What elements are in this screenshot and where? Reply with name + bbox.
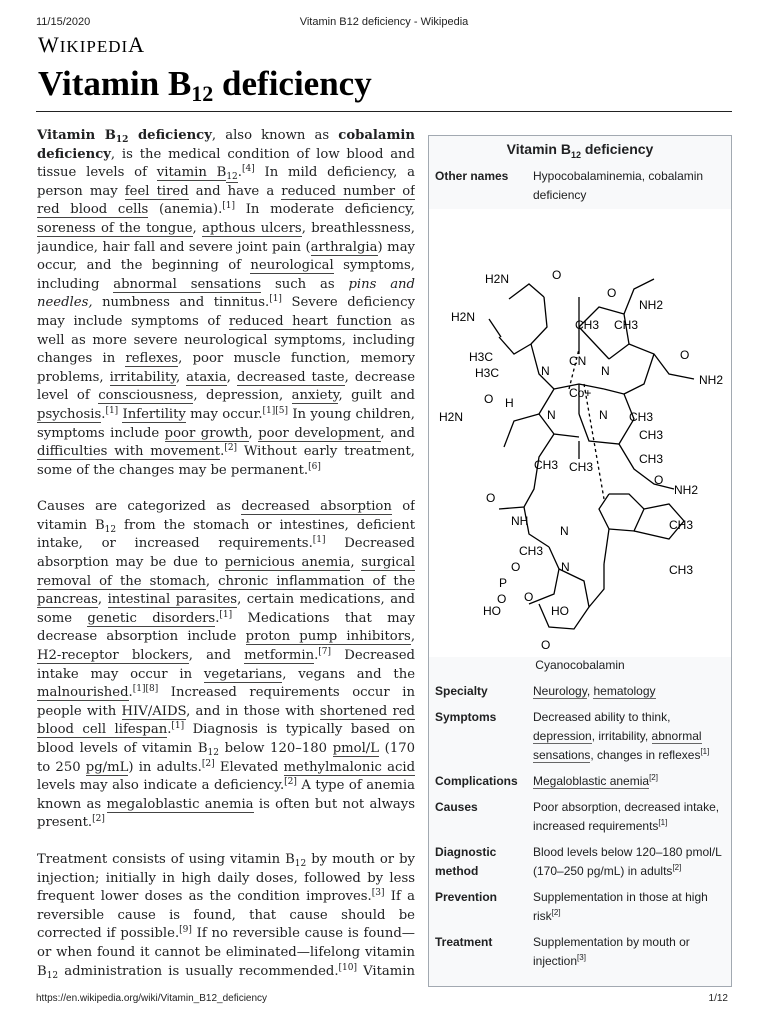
wiki-link[interactable]: Neurology	[533, 683, 587, 698]
text-run: and have a	[188, 183, 282, 199]
wiki-link[interactable]: abnormal sensations	[533, 728, 702, 762]
text-run: may occur.	[185, 406, 263, 422]
atom-label: CH3	[569, 459, 594, 474]
text-run: ,	[410, 629, 415, 645]
citation-ref[interactable]: [1]	[222, 201, 236, 212]
atom-label: O	[541, 637, 551, 652]
atom-label: N	[601, 363, 610, 378]
infobox-row-other-names	[429, 164, 731, 209]
wiki-link[interactable]: difficulties with movement	[37, 444, 221, 460]
wiki-link[interactable]: reflexes	[125, 351, 179, 367]
atom-label: P	[499, 575, 508, 590]
text-run: 12	[104, 524, 117, 535]
citation-ref[interactable]: [9]	[179, 925, 192, 936]
wiki-link[interactable]: pg/mL	[85, 759, 129, 775]
text-run: 12	[115, 135, 129, 145]
wiki-link[interactable]: reduced heart function	[228, 313, 392, 329]
atom-label: CH3	[669, 517, 694, 532]
infobox-row	[429, 885, 731, 930]
citation-ref[interactable]: [1]	[105, 405, 119, 416]
wiki-link[interactable]: hematology	[593, 683, 656, 698]
text-run: Increased requirements occur in people with	[37, 685, 415, 719]
wiki-link[interactable]: poor growth	[164, 425, 249, 441]
infobox-label: Other names	[435, 168, 509, 183]
infobox-value	[533, 682, 725, 701]
wiki-link[interactable]: poor development	[258, 425, 381, 441]
print-page-title: Vitamin B12 deficiency - Wikipedia	[299, 16, 469, 28]
text-run: , decrease level of	[37, 369, 415, 404]
atom-label: N	[599, 407, 608, 422]
citation-ref[interactable]: [2]	[672, 862, 682, 872]
text-run: , breathlessness, jaundice, hair fall and severe joint pain (	[37, 220, 415, 255]
infobox-label: Causes	[435, 799, 478, 814]
wiki-link[interactable]: intestinal parasites	[107, 592, 238, 608]
infobox-row	[429, 679, 731, 705]
text-run: ,	[248, 425, 259, 441]
citation-ref[interactable]: [2]	[649, 772, 658, 782]
text-run: Blood levels below 120–180 pmol/L (170–250 pg/mL) in adults	[533, 844, 722, 878]
text-run: Decreased intake may occur in	[37, 648, 415, 682]
infobox-value	[533, 933, 725, 971]
infobox-row	[429, 930, 731, 975]
wiki-link[interactable]: vegetarians	[203, 666, 283, 682]
citation-ref[interactable]: [1]	[700, 746, 710, 756]
wiki-link[interactable]: methylmalonic acid	[283, 759, 415, 775]
text-run: administration is usually recommended.	[58, 963, 339, 979]
citation-ref[interactable]: [2]	[224, 443, 238, 454]
atom-label: CH3	[519, 543, 544, 558]
infobox-label: Symptoms	[435, 709, 497, 724]
title-divider	[36, 111, 732, 112]
wiki-link[interactable]: psychosis	[37, 406, 102, 422]
atom-label: H2N	[451, 309, 476, 324]
citation-ref[interactable]: [2]	[92, 814, 105, 825]
text-run: Vitamin B	[37, 128, 116, 143]
atom-label: O	[607, 285, 617, 300]
text-run: Supplementation by mouth or injection	[533, 934, 690, 968]
text-run: , certain medications, and some	[37, 592, 415, 626]
text-run: , also known as	[211, 128, 339, 143]
text-run: In mild deficiency, a person may	[37, 165, 415, 199]
text-run: ,	[226, 369, 237, 385]
infobox-row	[429, 795, 731, 840]
citation-ref[interactable]: [2]	[201, 758, 215, 769]
wiki-link[interactable]: consciousness	[98, 388, 194, 404]
infobox-value	[533, 843, 725, 881]
atom-label: CH3	[639, 451, 664, 466]
atom-label: NH2	[639, 297, 664, 312]
atom-label: O	[497, 591, 507, 606]
infobox-label: Prevention	[435, 889, 498, 904]
wiki-link[interactable]: Infertility	[122, 406, 186, 422]
text-run: In young children, symptoms include	[37, 406, 415, 441]
text-run: , vegans and the	[282, 666, 415, 682]
wiki-link[interactable]: shortened red blood cell lifespan	[37, 703, 415, 738]
text-run: .	[220, 444, 225, 460]
text-run: Severe deficiency may include symptoms of	[37, 295, 415, 329]
text-run: cobalamin deficiency	[37, 128, 415, 162]
citation-ref[interactable]: [7]	[318, 647, 332, 658]
infobox-label: Specialty	[435, 683, 488, 698]
wiki-link[interactable]: feel tired	[124, 183, 189, 199]
wiki-link[interactable]: H2-receptor blockers	[37, 648, 189, 664]
infobox-row	[429, 705, 731, 769]
atom-label: O	[484, 391, 494, 406]
citation-ref[interactable]: [10]	[338, 962, 358, 973]
citation-ref[interactable]: [1][5]	[262, 405, 289, 416]
text-run: is often but not always present.	[37, 796, 415, 831]
atom-label: CH3	[669, 562, 694, 577]
causes-paragraph	[37, 498, 415, 833]
wiki-link[interactable]: irritability	[109, 369, 176, 385]
text-run: ,	[97, 592, 108, 608]
text-run: ,	[350, 555, 362, 571]
text-run: .	[128, 685, 133, 701]
text-run: .	[237, 165, 242, 181]
wiki-link[interactable]: ataxia	[186, 369, 227, 385]
atom-label: CH3	[629, 409, 654, 424]
wiki-link[interactable]: arthralgia	[310, 239, 378, 255]
atom-label: O	[680, 347, 690, 362]
wiki-link[interactable]: genetic disorders	[87, 610, 216, 626]
infobox-label: Treatment	[435, 934, 493, 949]
citation-ref[interactable]: [1]	[269, 294, 282, 305]
wiki-link[interactable]: chronic inflammation of the pancreas	[37, 573, 415, 608]
infobox-value: Hypocobalaminemia, cobalamin deficiency	[533, 168, 704, 202]
wiki-link[interactable]: neurological	[250, 258, 334, 274]
text-run: 12	[207, 748, 219, 758]
article-title-subscript: 12	[191, 81, 214, 106]
wiki-link[interactable]: soreness of the tongue	[37, 220, 193, 236]
atom-label: NH2	[699, 372, 724, 387]
print-date: 11/15/2020	[36, 16, 91, 28]
text-run: ) in adults.	[128, 759, 202, 775]
treatment-paragraph	[37, 851, 415, 982]
atom-label: NH2	[674, 482, 699, 497]
citation-ref[interactable]: [3]	[371, 888, 385, 899]
atom-label: N	[561, 559, 570, 574]
text-run: Elevated	[214, 759, 284, 775]
atom-label: H	[505, 395, 514, 410]
text-run: Poor absorption, decreased intake, increased requirements	[533, 799, 720, 833]
citation-ref[interactable]: [3]	[577, 952, 586, 962]
text-run: Decreased absorption may be due to	[37, 536, 415, 571]
text-run: below 120–180	[219, 741, 333, 756]
text-run: deficiency	[128, 128, 212, 143]
wiki-link[interactable]: HIV/AIDS	[121, 703, 187, 719]
wiki-link[interactable]: 12	[226, 172, 238, 183]
text-run: as well as more severe neurological symptoms, including changes in	[37, 313, 415, 367]
atom-label: NH	[511, 513, 529, 528]
wiki-link[interactable]: malnourished	[37, 685, 129, 701]
wiki-link[interactable]: Megaloblastic anemia	[533, 773, 650, 788]
infobox-label: Diagnostic method	[435, 844, 497, 878]
wiki-link[interactable]: apthous ulcers	[202, 220, 302, 236]
text-run: ,	[175, 369, 187, 385]
text-run: levels may also indicate a deficiency.	[37, 778, 285, 794]
text-run: .	[101, 406, 106, 422]
text-run: Diagnosis is typically based on blood levels of vitamin B	[37, 722, 415, 756]
atom-label: O	[654, 472, 664, 487]
wiki-link[interactable]: depression	[533, 728, 592, 743]
atom-label: N	[560, 523, 569, 538]
citation-ref[interactable]: [1]	[171, 721, 185, 732]
text-run: Treatment consists of using vitamin B	[37, 851, 295, 867]
text-run: (170 to 250	[37, 741, 415, 775]
atom-label: N	[547, 407, 556, 422]
print-url: https://en.wikipedia.org/wiki/Vitamin_B12_deficiency	[36, 993, 268, 1004]
text-run: ,	[205, 573, 219, 589]
wiki-link[interactable]: abnormal sensations	[113, 276, 262, 292]
infobox-rows	[429, 679, 731, 975]
text-run: .	[167, 722, 172, 738]
infobox-value	[533, 708, 725, 765]
text-run: A type of anemia known as	[37, 778, 415, 812]
text-run: of vitamin B	[37, 499, 415, 533]
citation-ref[interactable]: [1][8]	[132, 684, 159, 695]
structure-atom-labels	[439, 268, 723, 657]
wiki-link[interactable]: reduced number of red blood cells	[37, 183, 415, 218]
wiki-link[interactable]: decreased absorption	[241, 499, 392, 515]
wikipedia-logo[interactable]	[38, 32, 145, 58]
text-run: , and	[380, 425, 415, 441]
text-run: such as	[261, 276, 349, 292]
atom-label: H2N	[485, 271, 510, 286]
text-run: , and	[188, 648, 245, 664]
text-run: , depression,	[193, 388, 292, 404]
infobox-image-caption: Cyanocobalamin	[535, 657, 625, 672]
lead-paragraph	[37, 127, 415, 480]
cyanocobalamin-structure-image[interactable]	[429, 209, 731, 657]
text-run: , is the medical condition of low blood and tissue levels of	[37, 146, 415, 181]
article-title-rest: deficiency	[213, 64, 372, 103]
text-run: Supplementation in those at high risk	[533, 889, 708, 923]
atom-label: Co+	[569, 385, 592, 400]
text-run: numbness and tinnitus.	[92, 295, 270, 311]
wiki-link[interactable]: anxiety	[291, 388, 339, 404]
atom-label: O	[552, 267, 562, 282]
text-run: 12	[46, 970, 59, 981]
atom-label: HO	[483, 603, 501, 618]
text-run: , guilt and	[338, 388, 415, 404]
text-run: 12	[294, 858, 307, 869]
text-run: , changes in reflexes	[590, 747, 701, 762]
infobox	[428, 135, 732, 987]
text-run: (anemia).	[148, 202, 223, 218]
text-run: If no reversible cause is found—or when found it cannot be eliminated—lifelong vitamin B	[37, 926, 415, 979]
text-run: pins and needles,	[37, 276, 415, 311]
text-run: Medications that may decrease absorption include	[37, 610, 415, 645]
citation-ref[interactable]: [1]	[658, 817, 668, 827]
wiki-link[interactable]: metformin	[244, 648, 315, 664]
text-run: , poor muscle function, memory problems,	[37, 351, 415, 385]
wiki-link[interactable]: pmol/L	[332, 741, 379, 756]
logo-letter-a: A	[128, 32, 146, 57]
infobox-value	[533, 888, 725, 926]
infobox-label: Complications	[435, 773, 518, 788]
text-run: If a reversible cause is found, that cause should be corrected if possible.	[37, 889, 415, 942]
citation-ref[interactable]: [1]	[219, 609, 233, 620]
article-title	[38, 64, 372, 107]
infobox-value	[533, 798, 725, 836]
wiki-link[interactable]: decreased taste	[236, 369, 345, 385]
wiki-link[interactable]: megaloblastic anemia	[106, 796, 254, 812]
citation-ref[interactable]: [2]	[551, 907, 561, 917]
atom-label: CH3	[534, 457, 559, 472]
article-body	[37, 127, 415, 982]
print-page-number: 1/12	[708, 993, 728, 1004]
text-run: ,	[586, 683, 594, 698]
atom-label: O	[524, 589, 534, 604]
text-run: .	[215, 610, 220, 626]
citation-ref[interactable]: [2]	[284, 777, 297, 788]
wiki-link[interactable]: pernicious anemia	[224, 555, 351, 571]
atom-label: CH3	[575, 317, 600, 332]
text-run: ) may occur, and the beginning of	[37, 239, 415, 274]
atom-label: O	[486, 490, 496, 505]
text-run: , and in those with	[186, 703, 320, 719]
citation-ref[interactable]: [6]	[308, 461, 321, 472]
atom-label: HO	[551, 603, 569, 618]
atom-label: O	[511, 559, 521, 574]
atom-label: H3C	[475, 365, 500, 380]
infobox-row	[429, 840, 731, 885]
wiki-link[interactable]: vitamin B	[156, 165, 227, 181]
citation-ref[interactable]: [1]	[312, 535, 326, 546]
atom-label: CH3	[639, 427, 664, 442]
text-run: symptoms, including	[37, 258, 415, 292]
text-run: by mouth or by injection; initially in high daily doses, followed by less frequent lower doses as the condition improves.	[37, 851, 415, 905]
atom-label: N	[541, 363, 550, 378]
text-run: .	[314, 648, 319, 664]
text-run: Causes are categorized as	[37, 499, 242, 515]
atom-label: CN	[569, 353, 587, 368]
text-run: , irritability,	[591, 728, 652, 743]
wiki-link[interactable]: surgical removal of the stomach	[37, 555, 415, 589]
atom-label: CH3	[614, 317, 639, 332]
logo-small-caps: IKIPEDI	[59, 37, 129, 56]
infobox-row	[429, 769, 731, 795]
infobox-title: Vitamin $B_{12}$ deficiency	[506, 141, 654, 160]
text-run: ,	[192, 220, 203, 236]
logo-letter-w: W	[38, 32, 60, 57]
text-run: Without early treatment, some of the changes may be permanent.	[37, 444, 415, 478]
infobox-value	[533, 772, 725, 791]
text-run: from the stomach or intestines, deficient intake, or increased requirements.	[37, 517, 415, 552]
atom-label: H3C	[469, 349, 494, 364]
text-run: Decreased ability to think,	[533, 709, 671, 724]
text-run: Vitamin	[363, 963, 415, 979]
article-title-main: Vitamin B	[38, 64, 192, 103]
text-run: In moderate deficiency,	[235, 202, 415, 218]
citation-ref[interactable]: [4]	[241, 164, 255, 175]
wiki-link[interactable]: proton pump inhibitors	[245, 629, 411, 645]
atom-label: H2N	[439, 409, 464, 424]
